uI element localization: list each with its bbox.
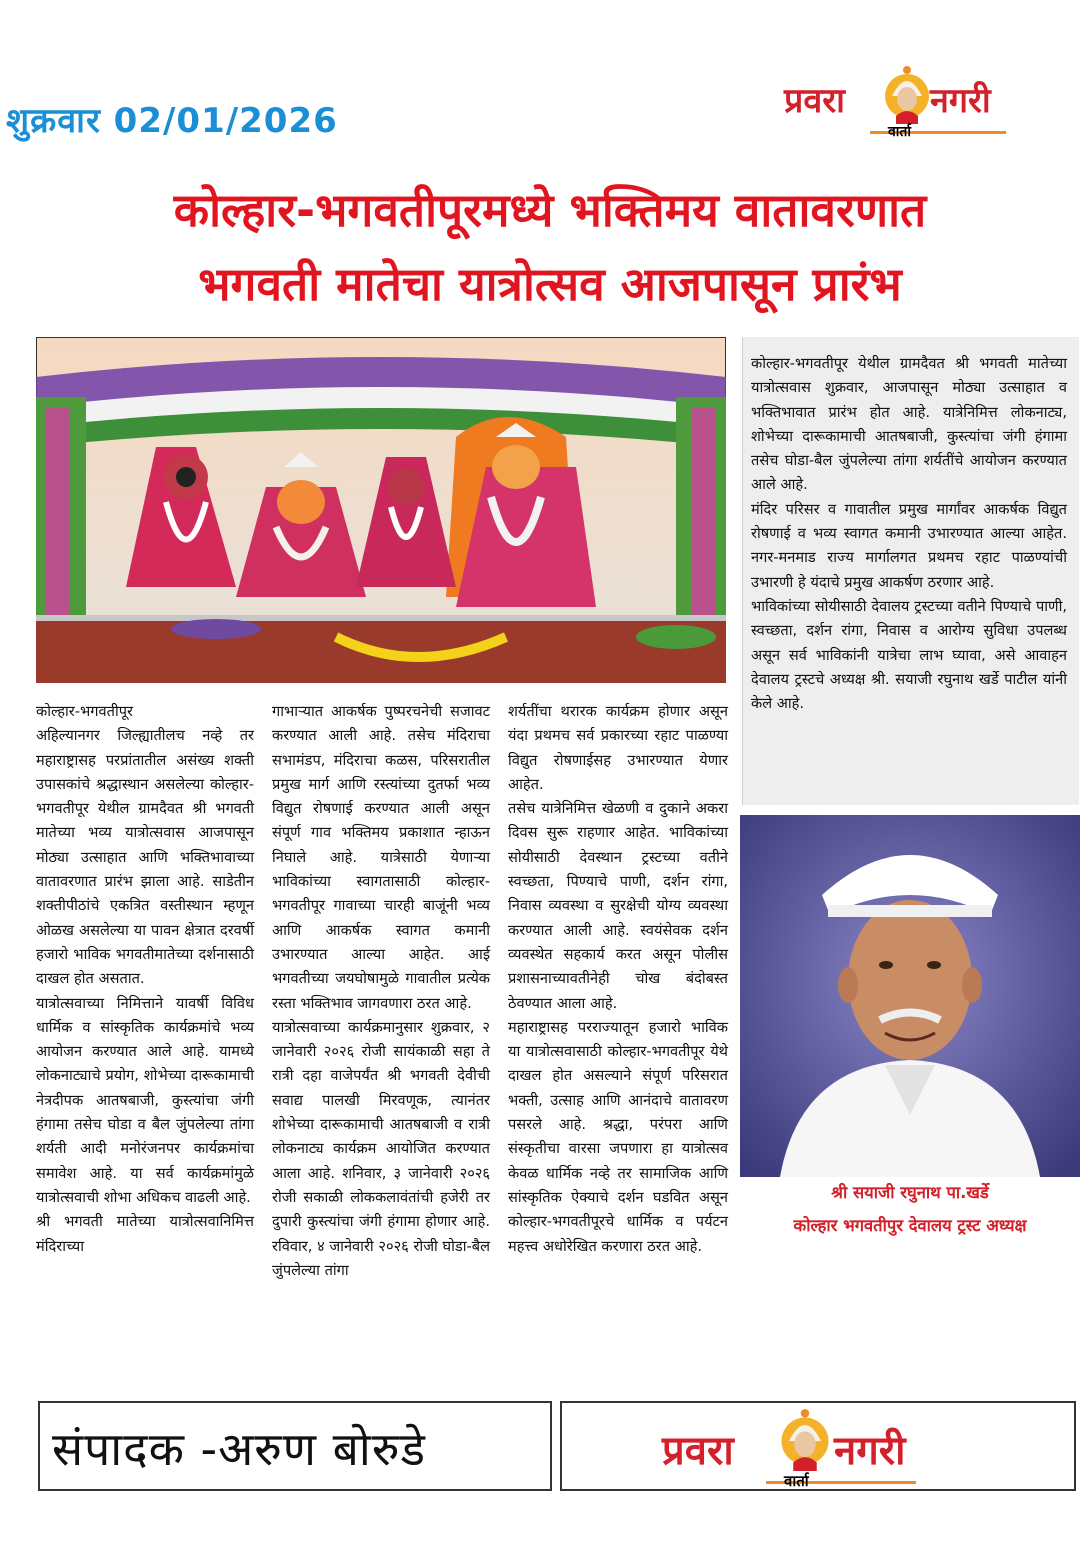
article-paragraph: श्री भगवती मातेच्या यात्रोत्सवानिमित्त मंदिराच्या	[36, 1213, 254, 1255]
logo-word-varta: वार्ता	[888, 124, 912, 140]
logo-word-pravara: प्रवरा	[662, 1428, 734, 1474]
logo-word-nagari: नगरी	[930, 81, 991, 121]
president-title: कोल्हार भगवतीपुर देवालय ट्रस्ट अध्यक्ष	[793, 1216, 1027, 1235]
article-paragraph: शर्यतींचा थरारक कार्यक्रम होणार असून यंदा प्रथमच सर्व प्रकारच्या रहाट पाळण्या विद्युत रोषणाईसह उभारण्यात येणार आहेत.	[508, 703, 728, 793]
masthead-logo	[784, 64, 1034, 140]
headline-line-1: कोल्हार-भगवतीपूरमध्ये भक्तिमय वातावरणात	[173, 183, 927, 237]
issue-date: शुक्रवार 02/01/2026	[6, 101, 338, 141]
sidebar-paragraph: मंदिर परिसर व गावातील प्रमुख मार्गांवर आकर्षक विद्युत रोषणाई व भव्य स्वागत कमानी उभारण्यात आल्या आहेत. नगर-मनमाड राज्य मार्गालगत प्रथमच रहाट पाळण्यांची उभारणी हे यंदाचे प्रमुख आकर्षण ठरणार आहे.	[751, 500, 1067, 591]
article-paragraph: तसेच यात्रेनिमित्त खेळणी व दुकाने अकरा दिवस सुरू राहणार आहेत. भाविकांच्या सोयीसाठी देवस्थान ट्रस्टच्या वतीने स्वच्छता, पिण्याचे पाणी, दर्शन रांगा, निवास व्यवस्था व सुरक्षेची योग्य व्यवस्था करण्यात आली आहे. स्वयंसेवक दर्शन व्यवस्थेत सहकार्य करत असून पोलीस प्रशासनाच्यावतीनेही चोख बंदोबस्त ठेवण्यात आला आहे.	[508, 800, 728, 1012]
sai-baba-icon	[780, 1409, 830, 1471]
article-paragraph: यात्रोत्सवाच्या निमित्ताने यावर्षी विविध धार्मिक व सांस्कृतिक कार्यक्रमांचे भव्य आयोजन करण्यात आले आहे. यामध्ये लोकनाट्याचे प्रयोग, शोभेच्या दारूकामाची नेत्रदीपक आतषबाजी, कुस्त्यांचा जंगी हंगामा तसेच घोडा व बैल जुंपलेल्या तांगा शर्यती आदी मनोरंजनपर कार्यक्रमांचा समावेश आहे. या सर्व कार्यक्रमांमुळे यात्रोत्सवाची शोभा अधिकच वाढली आहे.	[36, 994, 254, 1206]
footer-logo	[662, 1407, 952, 1490]
article-paragraph: गाभाऱ्यात आकर्षक पुष्परचनेची सजावट करण्यात आली आहे. तसेच मंदिराचा सभामंडप, मंदिराचा कळस, परिसरातील प्रमुख मार्ग आणि रस्त्यांच्या दुतर्फा भव्य विद्युत रोषणाई करण्यात आली असून संपूर्ण गाव भक्तिमय प्रकाशात न्हाऊन निघाले आहे. यात्रेसाठी येणाऱ्या भाविकांच्या स्वागतासाठी कोल्हार-भगवतीपूर गावाच्या चारही बाजूंनी भव्य आणि आकर्षक स्वागत कमानी उभारण्यात आल्या आहेत. आई भगवतीच्या जयघोषामुळे गावातील प्रत्येक रस्ता भक्तिभाव जागवणारा ठरत आहे.	[272, 703, 490, 1012]
logo-word-varta: वार्ता	[784, 1472, 809, 1490]
article-paragraph: यात्रोत्सवाच्या कार्यक्रमानुसार शुक्रवार, २ जानेवारी २०२६ रोजी सायंकाळी सहा ते रात्री दहा वाजेपर्यंत श्री भगवती देवीची सवाद्य पालखी मिरवणूक, त्यानंतर शोभेच्या दारूकामाची आतषबाजी व रात्री लोकनाट्य कार्यक्रम आयोजित करण्यात आला आहे. शनिवार, ३ जानेवारी २०२६ रोजी सकाळी लोककलावंतांची हजेरी तर दुपारी कुस्त्यांचा जंगी हंगामा होणार आहे. रविवार, ४ जानेवारी २०२६ रोजी घोडा-बैल जुंपलेल्या तांगा	[272, 1018, 490, 1279]
editor-credit: संपादक -अरुण बोरुडे	[52, 1422, 426, 1476]
footer-logo-box	[560, 1401, 1076, 1491]
sidebar-summary	[742, 337, 1079, 805]
article-column-1	[36, 700, 254, 1259]
sidebar-text	[751, 352, 1067, 716]
temple-photo	[36, 337, 726, 683]
logo-word-pravara: प्रवरा	[784, 81, 845, 121]
sidebar-paragraph: भाविकांच्या सोयीसाठी देवालय ट्रस्टच्या वतीने पिण्याचे पाणी, स्वच्छता, दर्शन रांगा, निवास व आरोग्य सुविधा उपलब्ध असून सर्व भाविकांनी यात्रेचा लाभ घ्यावा, असे आवाहन देवालय ट्रस्टचे अध्यक्ष श्री. सयाजी रघुनाथ खर्डे पाटील यांनी केले आहे.	[751, 597, 1067, 713]
article-paragraph: महाराष्ट्रासह परराज्यातून हजारो भाविक या यात्रोत्सवासाठी कोल्हार-भगवतीपूर येथे दाखल होत असल्याने संपूर्ण परिसरात भक्ती, उत्साह आणि आनंदाचे वातावरण पसरले आहे. श्रद्धा, परंपरा आणि संस्कृतीचा वारसा जपणारा हा यात्रोत्सव केवळ धार्मिक नव्हे तर सामाजिक आणि सांस्कृतिक ऐक्याचे दर्शन घडवित असून कोल्हार-भगवतीपूरचे धार्मिक व पर्यटन महत्त्व अधोरेखित करणारा ठरत आहे.	[508, 1018, 728, 1255]
president-photo	[740, 815, 1080, 1177]
article-column-2	[272, 700, 490, 1283]
sidebar-paragraph: कोल्हार-भगवतीपूर येथील ग्रामदैवत श्री भगवती मातेच्या यात्रोत्सवास शुक्रवार, आजपासून मोठ्या उत्साहात व भक्तिभावात प्रारंभ होत आहे. यात्रेनिमित्त लोकनाट्य, शोभेच्या दारूकामाची आतषबाजी, कुस्त्यांचा जंगी हंगामा तसेच घोडा-बैल जुंपलेल्या तांगा शर्यतींचे आयोजन करण्यात आले आहे.	[751, 355, 1067, 494]
article-paragraph: अहिल्यानगर जिल्ह्यातीलच नव्हे तर महाराष्ट्रासह परप्रांतातील असंख्य शक्ती उपासकांचे श्रद्धास्थान असलेल्या कोल्हार-भगवतीपूर येथील ग्रामदैवत श्री भगवती मातेच्या भव्य यात्रोत्सवास आजपासून मोठ्या उत्साहात आणि भक्तिभावाच्या वातावरणात प्रारंभ झाला आहे. साडेतीन शक्तीपीठांचे एकत्रित वस्तीस्थान म्हणून ओळख असलेल्या या पावन क्षेत्रात दरवर्षी हजारो भाविक भगवतीमातेच्या दर्शनासाठी दाखल होत असतात.	[36, 727, 254, 988]
dateline: कोल्हार-भगवतीपूर	[36, 703, 133, 720]
article-column-3	[508, 700, 728, 1259]
editor-box	[38, 1401, 552, 1491]
headline-line-2: भगवती मातेचा यात्रोत्सव आजपासून प्रारंभ	[198, 257, 902, 311]
sai-baba-icon	[884, 66, 930, 124]
president-name: श्री सयाजी रघुनाथ पा.खर्डे	[831, 1183, 989, 1202]
logo-word-nagari: नगरी	[834, 1428, 906, 1474]
